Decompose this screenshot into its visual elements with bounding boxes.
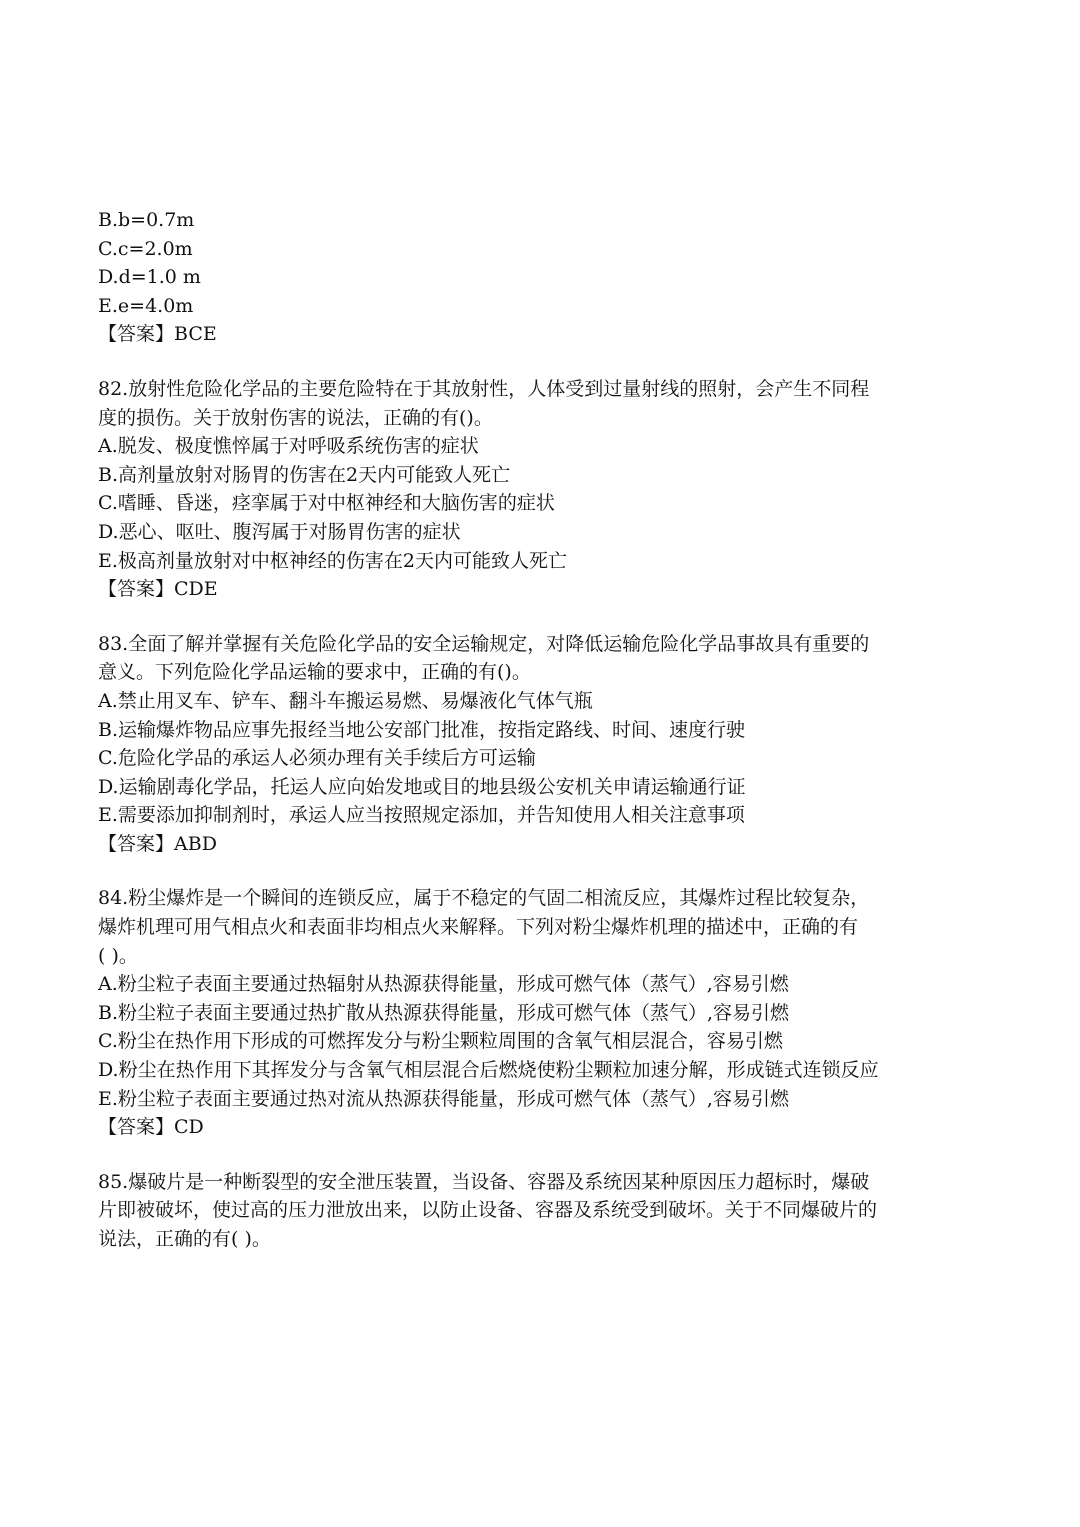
answer-line <box>98 320 988 349</box>
question-stem-line: 84.粉尘爆炸是一个瞬间的连锁反应，属于不稳定的气固二相流反应，其爆炸过程比较复杂， <box>98 887 870 910</box>
option-e: E.粉尘粒子表面主要通过热对流从热源获得能量，形成可燃气体（蒸气）,容易引燃 <box>98 1087 789 1110</box>
option-c: C.粉尘在热作用下形成的可燃挥发分与粉尘颗粒周围的含氧气相层混合，容易引燃 <box>98 1030 783 1053</box>
option-a: A.禁止用叉车、铲车、翻斗车搬运易燃、易爆液化气体气瓶 <box>98 689 593 712</box>
question-81-tail <box>98 206 988 349</box>
answer-value: CD <box>174 1116 204 1139</box>
answer-value: ABD <box>174 832 217 855</box>
answer-line <box>98 830 988 859</box>
option-b: B.b=0.7m <box>98 209 195 231</box>
answer-line <box>98 575 988 604</box>
answer-label: 【答案】 <box>98 323 175 346</box>
answer-value: BCE <box>174 323 217 346</box>
answer-label: 【答案】 <box>98 1116 175 1139</box>
question-stem-line: 说法，正确的有( )。 <box>98 1228 271 1250</box>
option-c: C.嗜睡、昏迷，痉挛属于对中枢神经和大脑伤害的症状 <box>98 492 555 515</box>
question-stem-line: 度的损伤。关于放射伤害的说法，正确的有()。 <box>98 406 493 429</box>
option-a: A.脱发、极度憔悴属于对呼吸系统伤害的症状 <box>98 435 479 458</box>
question-stem-line: 82.放射性危险化学品的主要危险特在于其放射性，人体受到过量射线的照射，会产生不同程 <box>98 377 870 400</box>
option-d: D.粉尘在热作用下其挥发分与含氧气相层混合后燃烧使粉尘颗粒加速分解，形成链式连锁反应 <box>98 1059 879 1082</box>
option-d: D.恶心、呕吐、腹泻属于对肠胃伤害的症状 <box>98 520 461 543</box>
question-83 <box>98 630 988 859</box>
question-85 <box>98 1168 988 1254</box>
option-e: E.极高剂量放射对中枢神经的伤害在2天内可能致人死亡 <box>98 549 567 572</box>
option-a: A.粉尘粒子表面主要通过热辐射从热源获得能量，形成可燃气体（蒸气）,容易引燃 <box>98 973 789 996</box>
option-b: B.粉尘粒子表面主要通过热扩散从热源获得能量，形成可燃气体（蒸气）,容易引燃 <box>98 1001 790 1024</box>
option-c: C.c=2.0m <box>98 237 193 260</box>
option-e: E.e=4.0m <box>98 294 194 317</box>
question-84 <box>98 884 988 1141</box>
option-d: D.运输剧毒化学品，托运人应向始发地或目的地县级公安机关申请运输通行证 <box>98 775 746 798</box>
question-stem-line: 意义。下列危险化学品运输的要求中，正确的有()。 <box>98 661 531 684</box>
question-stem-line: ( )。 <box>98 944 138 967</box>
option-c: C.危险化学品的承运人必须办理有关手续后方可运输 <box>98 747 536 770</box>
answer-line <box>98 1113 988 1142</box>
question-82 <box>98 375 988 604</box>
option-e: E.需要添加抑制剂时，承运人应当按照规定添加，并告知使用人相关注意事项 <box>98 804 745 827</box>
option-b: B.高剂量放射对肠胃的伤害在2天内可能致人死亡 <box>98 463 511 486</box>
question-stem-line: 片即被破坏，使过高的压力泄放出来，以防止设备、容器及系统受到破坏。关于不同爆破片的 <box>98 1199 878 1222</box>
answer-label: 【答案】 <box>98 832 175 855</box>
question-stem-line: 85.爆破片是一种断裂型的安全泄压装置，当设备、容器及系统因某种原因压力超标时，爆破 <box>98 1170 870 1193</box>
answer-value: CDE <box>174 578 218 601</box>
question-stem-line: 爆炸机理可用气相点火和表面非均相点火来解释。下列对粉尘爆炸机理的描述中，正确的有 <box>98 916 859 939</box>
option-d: D.d=1.0 m <box>98 266 201 289</box>
question-stem-line: 83.全面了解并掌握有关危险化学品的安全运输规定，对降低运输危险化学品事故具有重要的 <box>98 632 870 655</box>
document-page <box>98 206 988 1254</box>
option-b: B.运输爆炸物品应事先报经当地公安部门批准，按指定路线、时间、速度行驶 <box>98 718 746 741</box>
answer-label: 【答案】 <box>98 578 175 601</box>
